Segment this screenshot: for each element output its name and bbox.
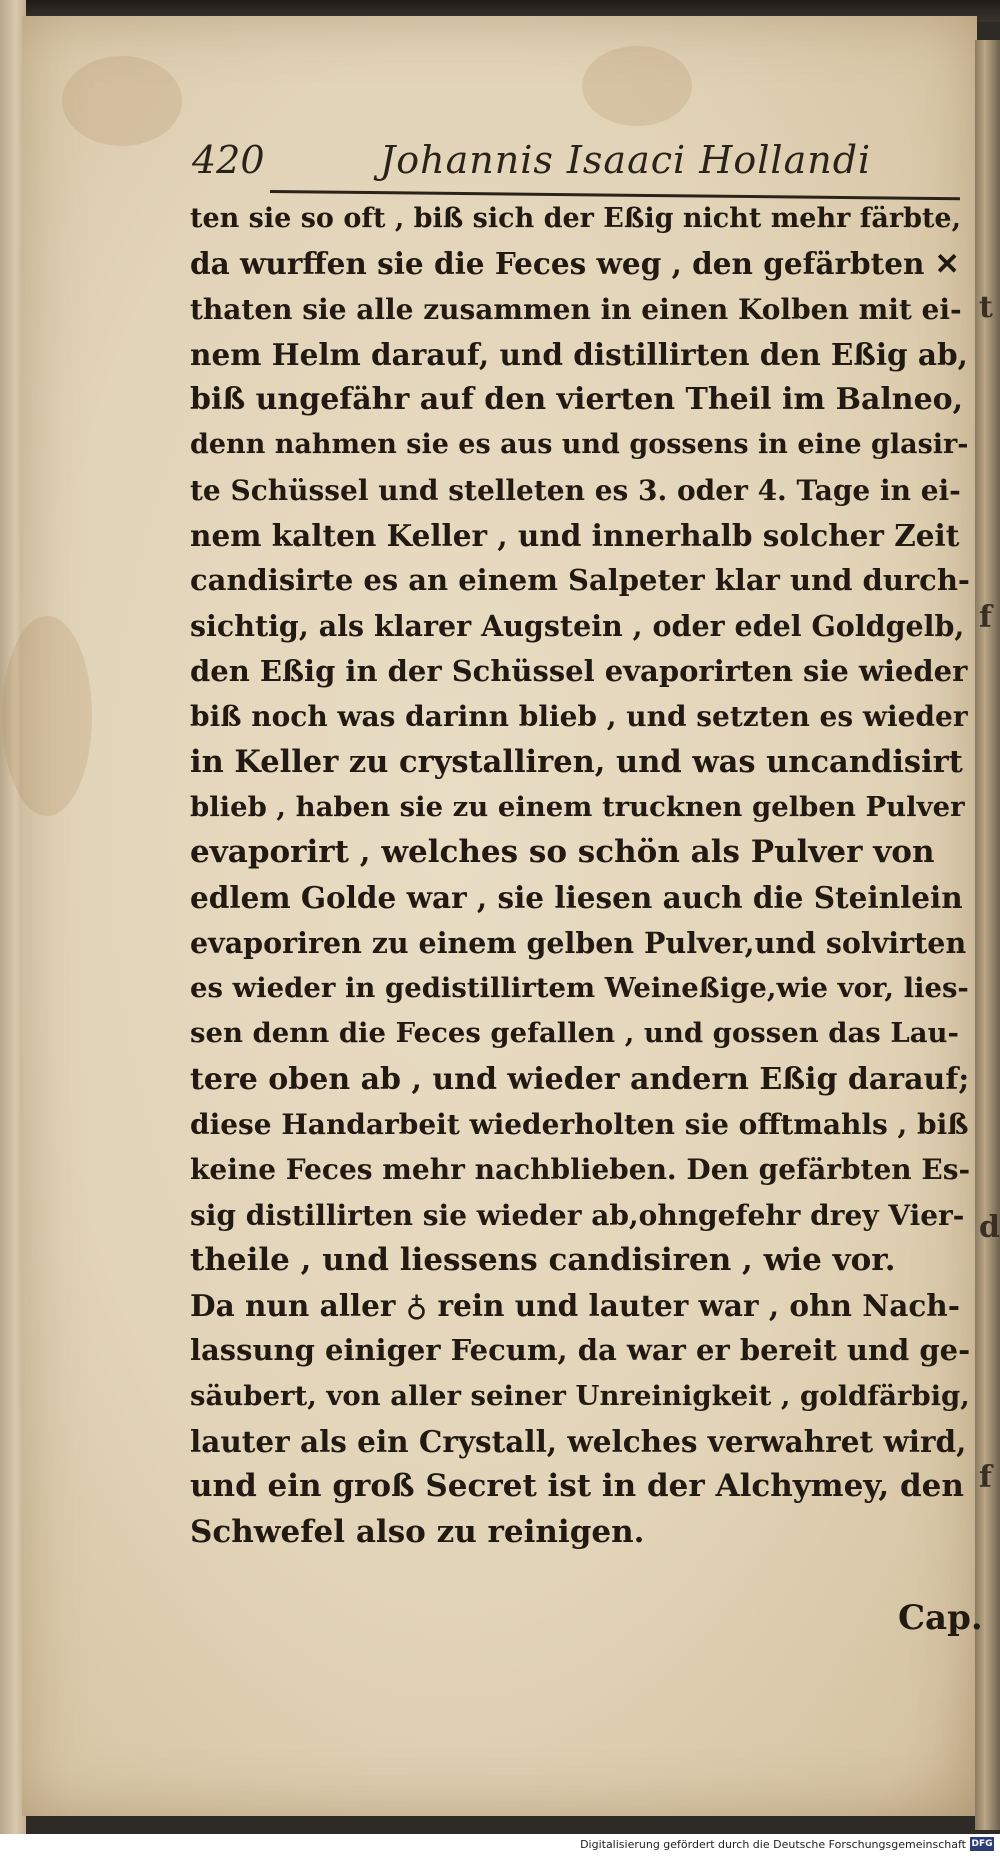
text-line: den Eßig in der Schüssel evaporirten sie wieder — [190, 653, 968, 688]
text-line: edlem Golde war , sie liesen auch die Steinlein — [190, 880, 963, 916]
text-line: sen denn die Feces gefallen , und gossen das Lau- — [190, 1017, 959, 1050]
digitization-credit: Digitalisierung gefördert durch die Deutsche Forschungsgemeinschaft — [580, 1838, 966, 1851]
text-line: thaten sie alle zusammen in einen Kolben mit ei- — [190, 292, 962, 326]
text-line: nem kalten Keller , und innerhalb solcher Zeit — [190, 518, 960, 554]
text-line: es wieder in gedistillirtem Weineßige,wie vor, lies- — [190, 972, 969, 1005]
edge-letter: t — [979, 290, 993, 325]
dfg-logo: DFG — [971, 1839, 993, 1849]
text-line: da wurffen sie die Feces weg , den gefärbten ✕ — [190, 246, 960, 282]
text-line: theile , und liessens candisiren , wie vor. — [190, 1241, 896, 1278]
text-line: Da nun aller ♁ rein und lauter war , ohn Nach- — [190, 1288, 960, 1324]
running-title: Johannis Isaaci Hollandi — [380, 138, 872, 182]
text-line: blieb , haben sie zu einem trucknen gelben Pulver — [190, 790, 965, 823]
text-line: lassung einiger Fecum, da war er bereit und ge- — [190, 1333, 971, 1368]
right-page-edge — [975, 40, 1000, 1830]
text-line: säubert, von aller seiner Unreinigkeit , goldfärbig, — [190, 1379, 970, 1412]
stain-left-mid — [2, 616, 92, 816]
text-line: ten sie so oft , biß sich der Eßig nicht mehr färbte, — [190, 203, 962, 234]
text-line: lauter als ein Crystall, welches verwahret wird, — [190, 1424, 967, 1460]
text-line: keine Feces mehr nachblieben. Den gefärbten Es- — [190, 1153, 971, 1187]
text-line: biß ungefähr auf den vierten Theil im Balneo, — [190, 382, 964, 418]
text-line: Schwefel also zu reinigen. — [190, 1513, 645, 1550]
edge-letter: f — [979, 600, 992, 635]
text-line: te Schüssel und stelleten es 3. oder 4. Tage in ei- — [190, 473, 961, 507]
page-number: 420 — [192, 138, 265, 182]
stain-top-left — [62, 56, 182, 146]
text-line: candisirte es an einem Salpeter klar und durch- — [190, 563, 970, 598]
text-line: diese Handarbeit wiederholten sie offtmahls , biß — [190, 1107, 969, 1141]
text-line: sichtig, als klarer Augstein , oder edel Goldgelb, — [190, 608, 965, 643]
text-line: tere oben ab , und wieder andern Eßig darauf; — [190, 1061, 970, 1097]
text-line: sig distillirten sie wieder ab,ohngefehr drey Vier- — [190, 1198, 965, 1232]
text-line: nem Helm darauf, und distillirten den Eßig ab, — [190, 336, 968, 372]
text-line: biß noch was darinn blieb , und setzten es wieder — [190, 700, 968, 734]
catchword: Cap. — [898, 1598, 983, 1638]
text-line: evaporirt , welches so schön als Pulver von — [190, 834, 935, 871]
edge-letter: f — [979, 1460, 992, 1495]
page-header — [192, 138, 962, 188]
text-line: evaporiren zu einem gelben Pulver,und solvirten — [190, 925, 967, 960]
text-line: in Keller zu crystalliren, und was uncandisirt — [190, 743, 963, 780]
body-text — [190, 196, 970, 1555]
stain-top-mid — [582, 46, 692, 126]
text-line: und ein groß Secret ist in der Alchymey, den — [190, 1468, 964, 1505]
text-line: denn nahmen sie es aus und gossens in eine glasir- — [190, 429, 969, 461]
edge-letter: d — [979, 1210, 1000, 1245]
